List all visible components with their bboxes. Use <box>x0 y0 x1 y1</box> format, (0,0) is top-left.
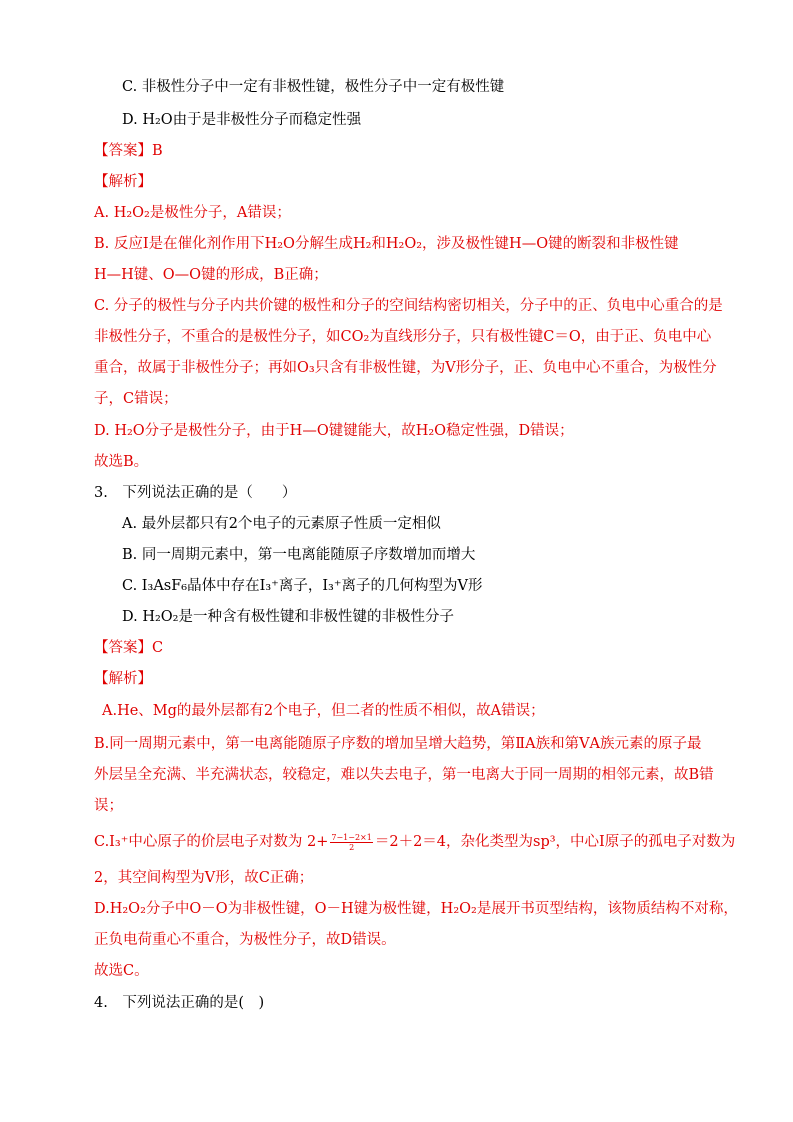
q2-analysis-a: A. H₂O₂是极性分子，A错误； <box>94 205 291 221</box>
q3-conclusion: 故选C。 <box>94 963 149 979</box>
q2-analysis-d: D. H₂O分子是极性分子，由于H—O键键能大，故H₂O稳定性强，D错误； <box>94 423 574 439</box>
q3-answer: 【答案】C <box>94 640 164 656</box>
q3-analysis-b-line2: 外层呈全充满、半充满状态，较稳定，难以失去电子，第一电离大于同一周期的相邻元素，故B错 <box>94 767 714 783</box>
q3-option-c: C. I₃AsF₆晶体中存在I₃⁺离子，I₃⁺离子的几何构型为V形 <box>122 578 483 594</box>
fraction <box>330 833 372 852</box>
q2-analysis-c-line1: C. 分子的极性与分子内共价键的极性和分子的空间结构密切相关，分子中的正、负电中心重合的是 <box>94 298 723 314</box>
q3-analysis-a: A.He、Mg的最外层都有2个电子，但二者的性质不相似，故A错误； <box>102 703 545 719</box>
q3-analysis-b-line3: 误； <box>94 798 123 814</box>
q2-analysis-b-line1: B. 反应Ⅰ是在催化剂作用下H₂O分解生成H₂和H₂O₂，涉及极性键H—O键的断裂和非极性键 <box>94 236 679 252</box>
q3-option-a: A. 最外层都只有2个电子的元素原子性质一定相似 <box>122 516 441 532</box>
q3-analysis-c-line1 <box>94 832 735 852</box>
q2-analysis-c-line3: 重合，故属于非极性分子；再如O₃只含有非极性键，为V形分子，正、负电中心不重合，为极性分 <box>94 360 717 376</box>
q3-analysis-c-line2: 2，其空间构型为V形，故C正确； <box>94 870 314 886</box>
q2-analysis-b-line2: H—H键、O—O键的形成，B正确； <box>94 267 328 283</box>
fraction-numerator: 7−1−2×1 <box>331 832 372 842</box>
q2-answer: 【答案】B <box>94 143 163 159</box>
q3-analysis-title: 【解析】 <box>94 671 152 687</box>
q3-analysis-d-line1: D.H₂O₂分子中O－O为非极性键，O－H键为极性键，H₂O₂是展开书页型结构，该物质结构不对称， <box>94 901 738 917</box>
fraction-denominator: 2 <box>349 842 355 852</box>
q2-option-d: D. H₂O由于是非极性分子而稳定性强 <box>122 112 362 128</box>
q3-analysis-d-line2: 正负电荷重心不重合，为极性分子，故D错误。 <box>94 932 396 948</box>
q3-stem: 3. 下列说法正确的是（ ） <box>94 485 297 501</box>
q2-analysis-title: 【解析】 <box>94 174 152 190</box>
q4-stem: 4. 下列说法正确的是( ) <box>94 995 265 1011</box>
q3-option-b: B. 同一周期元素中，第一电离能随原子序数增加而增大 <box>122 547 476 563</box>
q2-analysis-c-line4: 子，C错误； <box>94 391 178 407</box>
q2-conclusion: 故选B。 <box>94 454 149 470</box>
q3-analysis-c-pre: C.I₃⁺中心原子的价层电子对数为 2+ <box>94 834 329 850</box>
q3-option-d: D. H₂O₂是一种含有极性键和非极性键的非极性分子 <box>122 609 454 625</box>
q3-analysis-c-post: ＝2＋2＝4，杂化类型为sp³，中心I原子的孤电子对数为 <box>374 834 736 850</box>
q2-analysis-c-line2: 非极性分子，不重合的是极性分子，如CO₂为直线形分子，只有极性键C＝O，由于正、负电中心 <box>94 329 712 345</box>
q3-analysis-b-line1: B.同一周期元素中，第一电离能随原子序数的增加呈增大趋势，第ⅡA族和第ⅤA族元素的原子最 <box>94 736 702 752</box>
q2-option-c: C. 非极性分子中一定有非极性键，极性分子中一定有极性键 <box>122 79 505 95</box>
